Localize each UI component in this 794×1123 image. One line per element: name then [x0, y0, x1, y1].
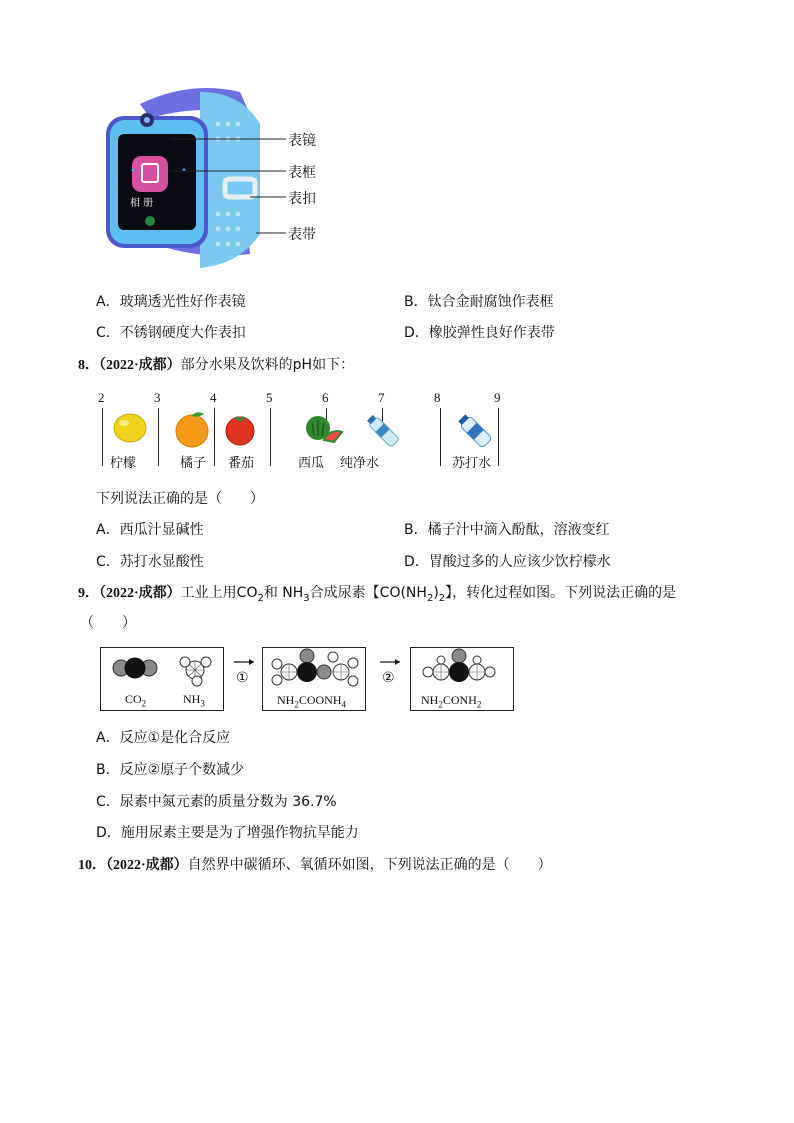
q8-stem	[78, 354, 354, 374]
q9-stem-sub: 3	[303, 592, 310, 604]
formula-urea: $NH_2CONH_2$	[421, 693, 482, 710]
step-2-label: ②	[382, 670, 395, 686]
q9-number: 9．	[78, 586, 99, 601]
q9-option-a[interactable]: A．反应①是化合反应	[96, 730, 231, 746]
step-1-label: ①	[236, 670, 249, 686]
q9-stem-part: 工业上用CO	[180, 585, 258, 601]
label-pure-water: 纯净水	[340, 456, 380, 471]
ph-tick-3	[158, 408, 159, 466]
q10-source: （2022·成都）	[106, 858, 188, 873]
q9-source: （2022·成都）	[99, 586, 181, 601]
ph-number-5: 5	[266, 390, 273, 405]
q8-prompt: 下列说法正确的是（ ）	[96, 491, 264, 507]
label-orange: 橘子	[180, 456, 207, 471]
label-watermelon: 西瓜	[298, 456, 325, 471]
label-lemon: 柠檬	[110, 456, 137, 471]
ph-tick-2	[102, 408, 103, 466]
q9-stem-sub: 2	[438, 592, 446, 604]
ph-number-2: 2	[98, 390, 105, 405]
q10-number: 10．	[78, 858, 106, 873]
ph-number-4: 4	[210, 390, 217, 405]
ph-scale-figure	[96, 390, 516, 470]
reactants-box	[100, 647, 224, 711]
label-lens: 表镜	[288, 133, 316, 149]
water-bottle-icon	[364, 412, 404, 452]
formula-nh2coonh4: $NH_2COONH_4$	[277, 693, 347, 710]
ph-number-8: 8	[434, 390, 441, 405]
q7-option-d[interactable]: D．橡胶弹性良好作表带	[404, 325, 555, 341]
q8-option-d[interactable]: D．胃酸过多的人应该少饮柠檬水	[404, 554, 611, 570]
product-box	[410, 647, 514, 711]
q7-option-a[interactable]: A．玻璃透光性好作表镜	[96, 294, 246, 310]
q8-option-a[interactable]: A．西瓜汁显碱性	[96, 522, 204, 538]
ph-number-9: 9	[494, 390, 501, 405]
label-soda-water: 苏打水	[452, 456, 492, 471]
q9-stem-sub: 2	[426, 592, 434, 604]
ph-tick-8	[440, 408, 441, 466]
watermelon-icon	[304, 414, 344, 446]
q7-option-b[interactable]: B．钛合金耐腐蚀作表框	[404, 294, 554, 310]
q8-number: 8．	[78, 358, 99, 373]
q9-stem-part: 】，转化过程如图。下列说法正确的是	[445, 585, 677, 601]
q9-stem-part: 合成尿素【CO(NH	[309, 585, 427, 601]
q9-stem-sub: 2	[257, 592, 264, 604]
q10-stem	[78, 854, 552, 874]
orange-icon	[172, 410, 212, 448]
q9-blank: （ ）	[80, 615, 136, 631]
formula-nh3: $NH_3$	[183, 692, 205, 709]
q8-option-c[interactable]: C．苏打水显酸性	[96, 554, 204, 570]
ph-number-6: 6	[322, 390, 329, 405]
q7-option-c[interactable]: C．不锈钢硬度大作表扣	[96, 325, 246, 341]
q9-option-b[interactable]: B．反应②原子个数减少	[96, 762, 245, 778]
nh2coonh4-molecule	[263, 648, 365, 690]
formula-co2: $CO_2$	[125, 692, 147, 709]
label-strap: 表带	[288, 227, 316, 243]
co2-nh3-molecules	[101, 648, 223, 688]
screen-label: 相 册	[130, 198, 154, 209]
q8-option-b[interactable]: B．橘子汁中滴入酚酞，溶液变红	[404, 522, 610, 538]
q8-source: （2022·成都）	[99, 358, 181, 373]
intermediate-box	[262, 647, 366, 711]
q9-stem-part: )	[433, 585, 439, 601]
soda-water-bottle-icon	[456, 412, 496, 452]
label-clasp: 表扣	[288, 191, 316, 207]
lemon-icon	[110, 410, 150, 446]
label-tomato: 番茄	[228, 456, 255, 471]
q9-stem	[78, 582, 676, 604]
q8-stem-text: 部分水果及饮料的pH如下：	[180, 357, 355, 373]
q9-option-d[interactable]: D．施用尿素主要是为了增强作物抗旱能力	[96, 825, 359, 841]
tomato-icon	[222, 412, 258, 446]
q9-stem-part: 和 NH	[263, 585, 304, 601]
label-frame: 表框	[288, 165, 316, 181]
ph-tick-9	[498, 408, 499, 466]
ph-tick-5	[270, 408, 271, 466]
leader-lines	[170, 130, 290, 240]
q9-option-c[interactable]: C．尿素中氮元素的质量分数为 36.7%	[96, 794, 337, 810]
ph-number-7: 7	[378, 390, 385, 405]
ph-tick-4	[214, 408, 215, 466]
ph-number-3: 3	[154, 390, 161, 405]
q10-stem-text: 自然界中碳循环、氧循环如图，下列说法正确的是（ ）	[187, 857, 552, 873]
urea-molecule	[411, 648, 513, 690]
